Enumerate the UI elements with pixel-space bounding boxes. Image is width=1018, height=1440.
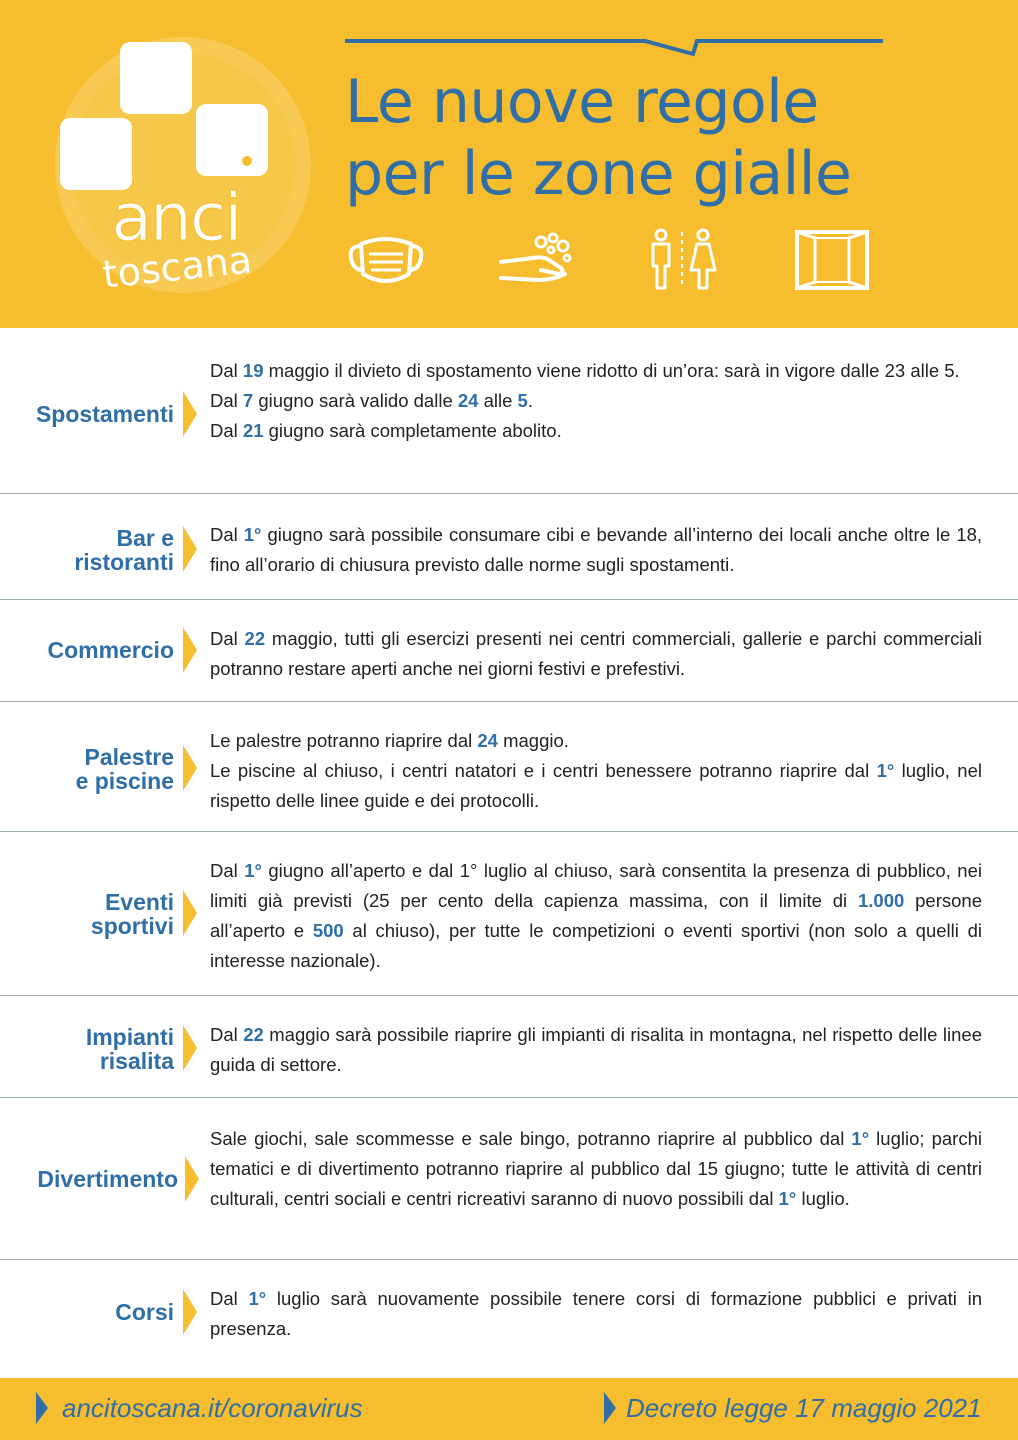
text-run: .: [527, 390, 533, 411]
text-run: luglio sarà nuovamente possibile tenere corsi di formazione pubblici e privati in presenza.: [210, 1288, 982, 1339]
logo-text-anci: anci: [111, 179, 241, 256]
text-run: giugno sarà valido dalle: [253, 390, 458, 411]
paragraph: [210, 386, 982, 416]
chevron-right-icon: [181, 1289, 197, 1335]
text-run: Le palestre potranno riaprire dal: [210, 730, 478, 751]
highlighted-value: 500: [312, 920, 344, 941]
chevron-right-icon: [181, 391, 197, 437]
highlighted-value: 1°: [248, 1288, 267, 1309]
section-spostamenti: [0, 328, 1018, 494]
highlighted-value: 22: [243, 1024, 264, 1045]
text-run: Dal: [210, 420, 243, 441]
highlighted-value: 21: [242, 420, 264, 441]
section-text: [210, 356, 982, 446]
section-label: Commercio: [47, 637, 174, 663]
section-commercio: [0, 600, 1018, 702]
section-text: [210, 624, 982, 684]
text-run: luglio.: [796, 1188, 850, 1209]
text-run: luglio, nel rispetto delle linee guide e dei protocolli.: [210, 760, 982, 811]
highlighted-value: 1°: [243, 524, 262, 545]
logo-text-toscana: toscana: [100, 237, 254, 297]
page-title: [345, 66, 851, 210]
highlighted-value: 24: [477, 730, 498, 751]
highlighted-value: 24: [457, 390, 479, 411]
highlighted-value: 1°: [244, 860, 262, 881]
paragraph: [210, 356, 982, 386]
section-bar-ristoranti: [0, 494, 1018, 600]
text-run: Sale giochi, sale scommesse e sale bingo, potranno riaprire al pubblico dal: [210, 1128, 852, 1149]
highlighted-value: 22: [244, 628, 266, 649]
text-run: Dal: [210, 1288, 249, 1309]
chevron-right-icon: [181, 526, 197, 572]
chevron-right-icon: [604, 1392, 616, 1424]
text-run: Dal: [210, 360, 243, 381]
section-divertimento: [0, 1098, 1018, 1260]
text-run: Dal: [210, 628, 245, 649]
text-run: maggio, tutti gli esercizi presenti nei centri commerciali, gallerie e parchi commerciali potranno restare aperti anche nei giorni festivi e prefestivi.: [210, 628, 982, 679]
chevron-right-icon: [181, 627, 197, 673]
highlighted-value: 1°: [876, 760, 895, 781]
section-text: [210, 1020, 982, 1080]
paragraph: [210, 856, 982, 976]
highlighted-value: 1.000: [857, 890, 905, 911]
section-text: [210, 856, 982, 976]
open-window-icon: [793, 228, 871, 292]
anci-toscana-logo: [48, 30, 318, 300]
section-text: [210, 520, 982, 580]
section-label: Spostamenti: [35, 401, 174, 427]
icon-row: [345, 228, 875, 292]
text-run: maggio sarà possibile riaprire gli impianti di risalita in montagna, nel rispetto delle linee guida di settore.: [210, 1024, 982, 1075]
footer-link[interactable]: ancitoscana.it/coronavirus: [62, 1393, 363, 1423]
paragraph: [210, 624, 982, 684]
hand-washing-icon: [497, 228, 577, 292]
text-run: alle: [478, 390, 518, 411]
section-eventi-sportivi: [0, 832, 1018, 996]
header-banner: [0, 0, 1018, 328]
section-label: Bar e ristoranti: [74, 525, 174, 575]
chevron-right-icon: [181, 745, 197, 791]
paragraph: [210, 1284, 982, 1344]
title-line-2: per le zone gialle: [345, 139, 852, 209]
text-run: al chiuso), per tutte le competizioni o eventi sportivi (non solo a quelli di interesse nazionale).: [210, 920, 982, 971]
section-label: Palestre e piscine: [75, 744, 174, 794]
mask-icon: [347, 228, 425, 292]
chevron-right-icon: [183, 1156, 199, 1202]
text-run: Le piscine al chiuso, i centri natatori e i centri benessere potranno riaprire dal: [210, 760, 877, 781]
highlighted-value: 1°: [778, 1188, 797, 1209]
highlighted-value: 19: [242, 360, 264, 381]
paragraph: [210, 416, 982, 446]
paragraph: [210, 726, 982, 756]
chevron-right-icon: [181, 890, 197, 936]
footer-banner: [0, 1378, 1018, 1440]
section-text: [210, 1284, 982, 1344]
chevron-right-icon: [36, 1392, 48, 1424]
section-label: Divertimento: [37, 1166, 178, 1192]
text-run: Dal: [210, 1024, 244, 1045]
text-run: persone all’aperto e: [210, 890, 982, 941]
paragraph: [210, 520, 982, 580]
highlighted-value: 7: [242, 390, 254, 411]
text-run: giugno all’aperto e dal 1° luglio al chiuso, sarà consentita la presenza di pubblico, nei limiti già previsti (25 per cento della capienza massima, con il limite di: [210, 860, 982, 911]
text-run: maggio.: [497, 730, 569, 751]
paragraph: [210, 1020, 982, 1080]
text-run: giugno sarà possibile consumare cibi e bevande all’interno dei locali anche oltre le 18, fino all’orario di chiusura previsto dalle norme sugli spostamenti.: [210, 524, 982, 575]
section-label: Impianti risalita: [85, 1024, 174, 1074]
chevron-right-icon: [181, 1025, 197, 1071]
section-corsi: [0, 1260, 1018, 1372]
decree-reference: Decreto legge 17 maggio 2021: [626, 1393, 982, 1423]
paragraph: [210, 756, 982, 816]
distancing-people-icon: [645, 228, 719, 292]
paragraph: [210, 1124, 982, 1214]
highlighted-value: 1°: [851, 1128, 870, 1149]
highlighted-value: 5: [517, 390, 528, 411]
section-text: [210, 726, 982, 816]
text-run: giugno sarà completamente abolito.: [263, 420, 562, 441]
text-run: Dal: [210, 524, 244, 545]
section-palestre-piscine: [0, 702, 1018, 832]
section-impianti-risalita: [0, 996, 1018, 1098]
section-label: Corsi: [115, 1299, 174, 1325]
text-run: Dal: [210, 390, 243, 411]
section-text: [210, 1124, 982, 1214]
text-run: luglio; parchi tematici e di divertimento potranno riaprire al pubblico dal 15 giugno; tutte le attività di centri culturali, centri sociali e centri ricreativi saranno di nuovo possibili dal: [210, 1128, 982, 1209]
text-run: maggio il divieto di spostamento viene ridotto di un’ora: sarà in vigore dalle 23 alle 5.: [263, 360, 960, 381]
text-run: Dal: [210, 860, 245, 881]
section-label: Eventi sportivi: [90, 889, 174, 939]
title-line-1: Le nuove regole: [345, 67, 819, 137]
